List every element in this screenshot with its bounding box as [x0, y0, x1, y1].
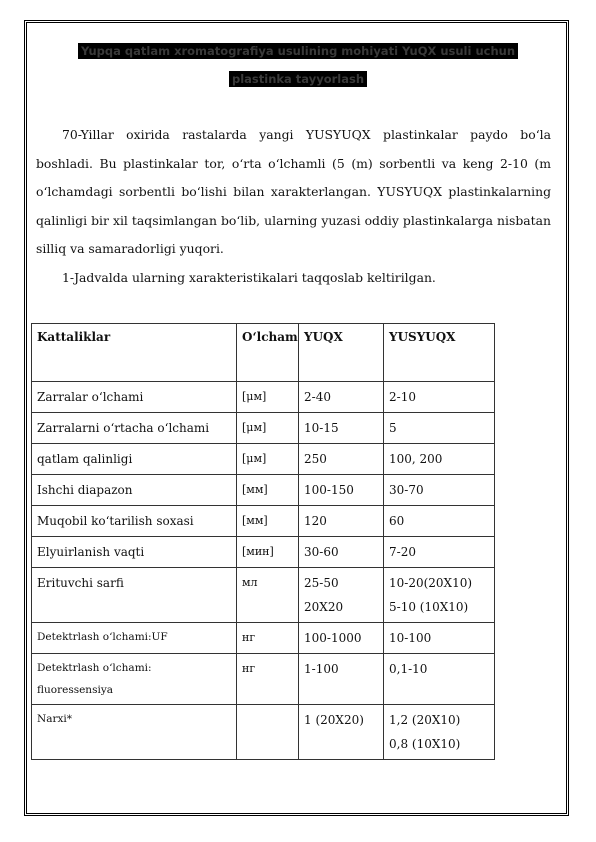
cell-name: Ishchi diapazon — [32, 475, 237, 506]
comparison-table — [31, 323, 495, 760]
cell-line: 0,8 (10X10) — [389, 737, 461, 751]
cell-yusyuqx: 0,1-10 — [384, 654, 495, 705]
header-quantity: Kattaliklar — [32, 324, 237, 382]
table-row — [32, 537, 495, 568]
cell-yuqx: 10-15 — [299, 413, 384, 444]
cell-yusyuqx: 10-100 — [384, 623, 495, 654]
cell-line: 1,2 (20X10) — [389, 713, 461, 727]
cell-unit: [μм] — [237, 444, 299, 475]
cell-name: Zarralarni o‘rtacha o‘lchami — [32, 413, 237, 444]
heading-line-2: plastinka tayyorlash — [0, 72, 596, 86]
cell-yuqx: 100-1000 — [299, 623, 384, 654]
paragraph-intro: 70-Yillar oxirida rastalarda yangi YUSYUQX plastinkalar paydo bo‘la boshladi. Bu plastinkalar tor, o‘rta o‘lchamli (5 (m) sorbentli va keng 2-10 (m o‘lchamdagi sorbentli bo‘lishi bilan xarakterlangan. YUSYUQX plastinkalarning qalinligi bir xil taqsimlangan bo‘lib, ularning yuzasi oddiy plastinkalarga nisbatan silliq va samaradorligi yuqori. — [36, 127, 551, 256]
table-row — [32, 413, 495, 444]
cell-unit: [μм] — [237, 413, 299, 444]
cell-yusyuqx — [384, 705, 495, 760]
cell-yusyuqx: 7-20 — [384, 537, 495, 568]
table-row — [32, 623, 495, 654]
cell-unit — [237, 705, 299, 760]
cell-yuqx — [299, 568, 384, 623]
table-row — [32, 568, 495, 623]
header-unit: O‘lcham — [237, 324, 299, 382]
cell-unit: [мм] — [237, 506, 299, 537]
cell-line: 10-20(20X10) — [389, 576, 473, 590]
cell-yusyuqx: 100, 200 — [384, 444, 495, 475]
table-row — [32, 654, 495, 705]
table-row — [32, 705, 495, 760]
cell-yuqx: 120 — [299, 506, 384, 537]
cell-yuqx: 1 (20X20) — [299, 705, 384, 760]
cell-unit: [мин] — [237, 537, 299, 568]
cell-name: Muqobil ko‘tarilish soxasi — [32, 506, 237, 537]
cell-line: Detektrlash o‘lchami: — [37, 662, 152, 674]
cell-yusyuqx: 5 — [384, 413, 495, 444]
cell-yuqx: 2-40 — [299, 382, 384, 413]
table-row — [32, 382, 495, 413]
cell-yuqx: 1-100 — [299, 654, 384, 705]
cell-yusyuqx — [384, 568, 495, 623]
table-row — [32, 475, 495, 506]
cell-name: Elyuirlanish vaqti — [32, 537, 237, 568]
table-row — [32, 506, 495, 537]
cell-yusyuqx: 2-10 — [384, 382, 495, 413]
cell-unit: нг — [237, 654, 299, 705]
heading-line-1: Yupqa qatlam xromatografiya usulining mohiyati YuQX usuli uchun — [0, 44, 596, 58]
cell-name: Erituvchi sarfi — [32, 568, 237, 623]
table-header-row — [32, 324, 495, 382]
cell-name: Zarralar o‘lchami — [32, 382, 237, 413]
cell-line: 20X20 — [304, 600, 344, 614]
cell-line: fluoressensiya — [37, 684, 114, 696]
cell-name — [32, 654, 237, 705]
cell-line: 25-50 — [304, 576, 339, 590]
cell-yuqx: 250 — [299, 444, 384, 475]
cell-yusyuqx: 60 — [384, 506, 495, 537]
cell-yusyuqx: 30-70 — [384, 475, 495, 506]
cell-name: Narxi* — [32, 705, 237, 760]
cell-name: qatlam qalinligi — [32, 444, 237, 475]
header-yuqx: YUQX — [299, 324, 384, 382]
cell-unit: нг — [237, 623, 299, 654]
cell-name: Detektrlash o‘lchami:UF — [32, 623, 237, 654]
cell-unit: мл — [237, 568, 299, 623]
cell-line: 5-10 (10X10) — [389, 600, 469, 614]
paragraph-table-ref: 1-Jadvalda ularning xarakteristikalari taqqoslab keltirilgan. — [62, 270, 436, 285]
header-yusyuqx: YUSYUQX — [384, 324, 495, 382]
cell-yuqx: 30-60 — [299, 537, 384, 568]
cell-yuqx: 100-150 — [299, 475, 384, 506]
cell-unit: [μм] — [237, 382, 299, 413]
cell-unit: [мм] — [237, 475, 299, 506]
table-row — [32, 444, 495, 475]
